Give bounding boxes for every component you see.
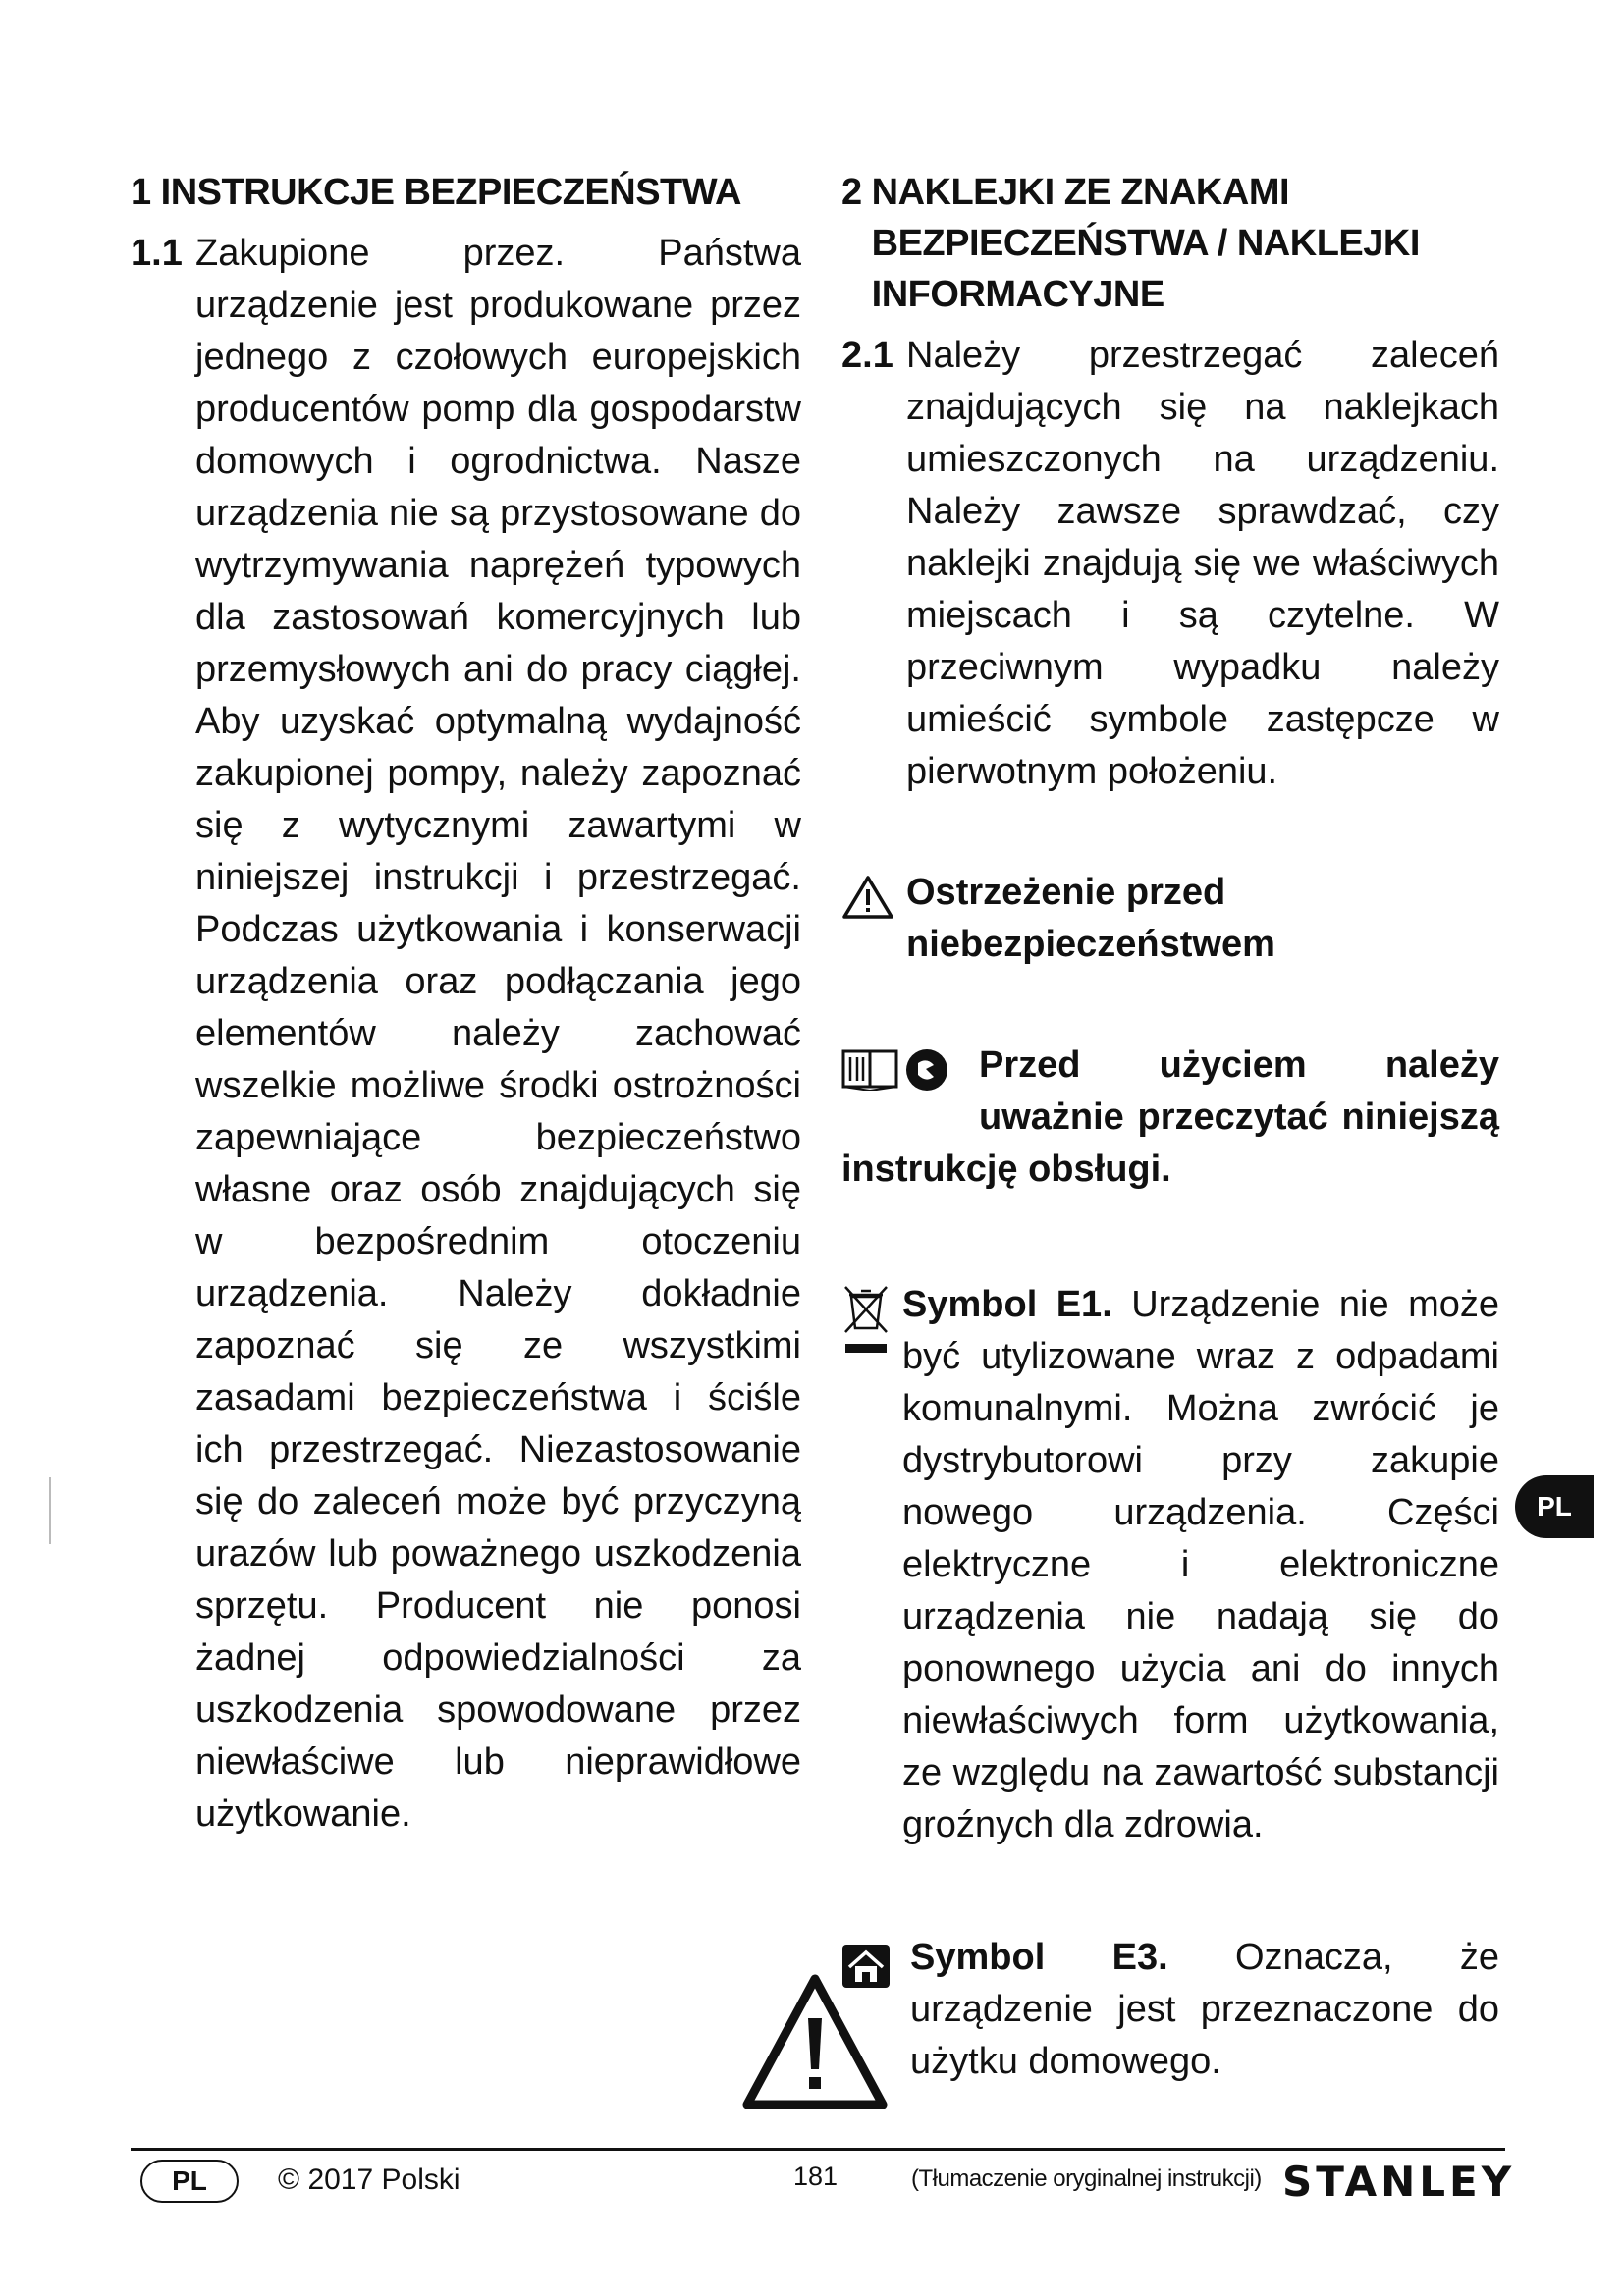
symbol-e1 <box>841 1279 1499 1851</box>
section-2 <box>841 167 1499 2088</box>
e1-label: Symbol E1. <box>902 1284 1112 1325</box>
crossed-out-bin-icon <box>841 1283 891 1372</box>
language-tab: PL <box>1515 1475 1594 1538</box>
book-icon <box>841 1047 898 1107</box>
section-1-heading <box>131 167 801 218</box>
paragraph-text: Zakupione przez. Państwa urządzenie jest produkowane przez jednego z czołowych europejskich producentów pomp dla gospodarstw domowych i ogrodnictwa. Nasze urządzenia nie są przystosowane do wytrzymywania naprężeń typowych dla zastosowań komercyjnych lub przemysłowych ani do pracy ciągłej. Aby uzyskać optymalną wydajność zakupionej pompy, należy zapoznać się z wytycznymi zawartymi w niniejszej instrukcji i przestrzegać. Podczas użytkowania i konserwacji urządzenia oraz podłączania jego elementów należy zachować wszelkie możliwe środki ostrożności zapewniające bezpieczeństwo własne oraz osób znajdujących się w bezpośrednim otoczeniu urządzenia. Należy dokładnie zapoznać się ze wszystkimi zasadami bezpieczeństwa i ściśle ich przestrzegać. Niezastosowanie się do zaleceń może być przyczyną urazów lub poważnego uszkodzenia sprzętu. Producent nie ponosi żadnej odpowiedzialności za uszkodzenia spowodowane przez niewłaściwe lub nieprawidłowe użytkowanie. <box>195 233 801 1835</box>
warning-title-line1: Ostrzeżenie przed <box>906 872 1226 913</box>
warning-triangle-icon <box>841 875 894 934</box>
paragraph-number: 1.1 <box>131 233 183 274</box>
e1-text: Urządzenie nie może być utylizowane wraz z odpadami komunalnymi. Można zwrócić je dystrybutorowi przy zakupie nowego urządzenia. Części elektryczne i elektroniczne urządzenia nie nadają się do ponownego użycia ani do innych niewłaściwych form użytkowania, ze względu na zawartość substancji groźnych dla zdrowia. <box>902 1284 1499 1845</box>
margin-mark <box>49 1477 51 1544</box>
paragraph-2-1 <box>841 330 1499 798</box>
paragraph-1-1 <box>131 228 801 1841</box>
page-number: 181 <box>793 2162 839 2191</box>
section-title: NAKLEJKI ZE ZNAKAMI BEZPIECZEŃSTWA / NAKLEJKI INFORMACYJNE <box>871 172 1420 315</box>
paragraph-text: Należy przestrzegać zaleceń znajdujących się na naklejkach umieszczonych na urządzeniu. Należy zawsze sprawdzać, czy naklejki znajdują się we właściwych miejscach i są czytelne. W przeciwnym wypadku należy umieścić symbole zastępcze w pierwotnym położeniu. <box>906 335 1499 792</box>
read-manual-notice <box>841 1040 1499 1196</box>
warning-title-line2: niebezpieczeństwem <box>906 924 1275 965</box>
read-manual-text-cont: instrukcję obsługi. <box>841 1148 1171 1190</box>
copyright: © 2017 Polski <box>278 2163 460 2196</box>
warning-triangle-icon <box>741 1973 889 2115</box>
symbol-e3 <box>841 1932 1499 2088</box>
section-1 <box>131 167 801 1841</box>
section-2-heading <box>841 167 1499 320</box>
paragraph-number: 2.1 <box>841 335 893 376</box>
brand-logo: STANLEY <box>1282 2158 1516 2206</box>
language-badge: PL <box>140 2160 239 2203</box>
read-manual-text: Przed użyciem należy uważnie przeczytać niniejszą <box>979 1044 1499 1138</box>
section-number: 1 <box>131 172 151 213</box>
section-title: INSTRUKCJE BEZPIECZEŃSTWA <box>160 172 741 213</box>
translation-note: (Tłumaczenie oryginalnej instrukcji) <box>911 2165 1262 2192</box>
e3-label: Symbol E3. <box>910 1937 1168 1978</box>
read-manual-icon <box>904 1047 949 1107</box>
warning-notice <box>841 867 1499 971</box>
footer-divider <box>131 2148 1505 2151</box>
e3-text: Oznacza, że urządzenie jest przeznaczone do użytku domowego. <box>910 1937 1499 2082</box>
section-number: 2 <box>841 172 862 213</box>
footer <box>0 2158 1624 2207</box>
